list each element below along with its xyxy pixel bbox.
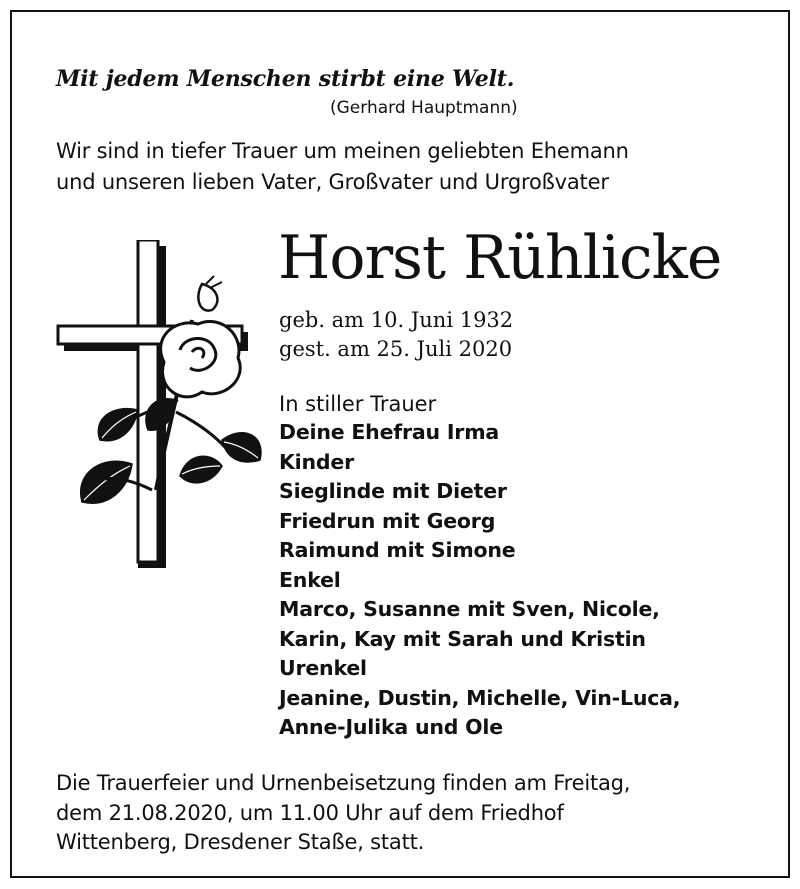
death-date: gest. am 25. Juli 2020 [279,337,513,361]
cross-with-rose-icon [52,240,262,570]
mourner-line: Kinder [279,449,354,474]
mourner-line: Jeanine, Dustin, Michelle, Vin-Luca, [279,685,681,710]
intro-line-1: Wir sind in tiefer Trauer um meinen geliebten Ehemann [56,139,629,163]
mourner-line: Karin, Kay mit Sarah und Kristin [279,626,646,651]
obituary-frame [10,10,790,878]
closing-line-1: Die Trauerfeier und Urnenbeisetzung finden am Freitag, [56,771,631,795]
mourner-line: Raimund mit Simone [279,538,516,562]
mourners-list [279,418,680,743]
closing-line-2: dem 21.08.2020, um 11.00 Uhr auf dem Friedhof [56,801,564,825]
mourner-line: Anne-Julika und Ole [279,715,503,739]
mourner-line: Urenkel [279,656,367,680]
mourner-line: Marco, Susanne mit Sven, Nicole, [279,597,660,621]
mourner-line: Enkel [279,567,341,592]
mourner-line: Friedrun mit Georg [279,508,496,533]
closing-line-3: Wittenberg, Dresdener Staße, statt. [56,830,425,854]
quote-text: Mit jedem Menschen stirbt eine Welt. [56,66,515,92]
intro-line-2: und unseren lieben Vater, Großvater und Urgroßvater [56,170,609,194]
birth-date: geb. am 10. Juni 1932 [279,308,514,332]
deceased-name: Horst Rühlicke [278,223,722,293]
in-stiller-trauer-label: In stiller Trauer [279,392,437,416]
quote-author: (Gerhard Hauptmann) [330,98,518,118]
mourner-line: Sieglinde mit Dieter [279,479,507,503]
mourner-line: Deine Ehefrau Irma [279,420,500,444]
